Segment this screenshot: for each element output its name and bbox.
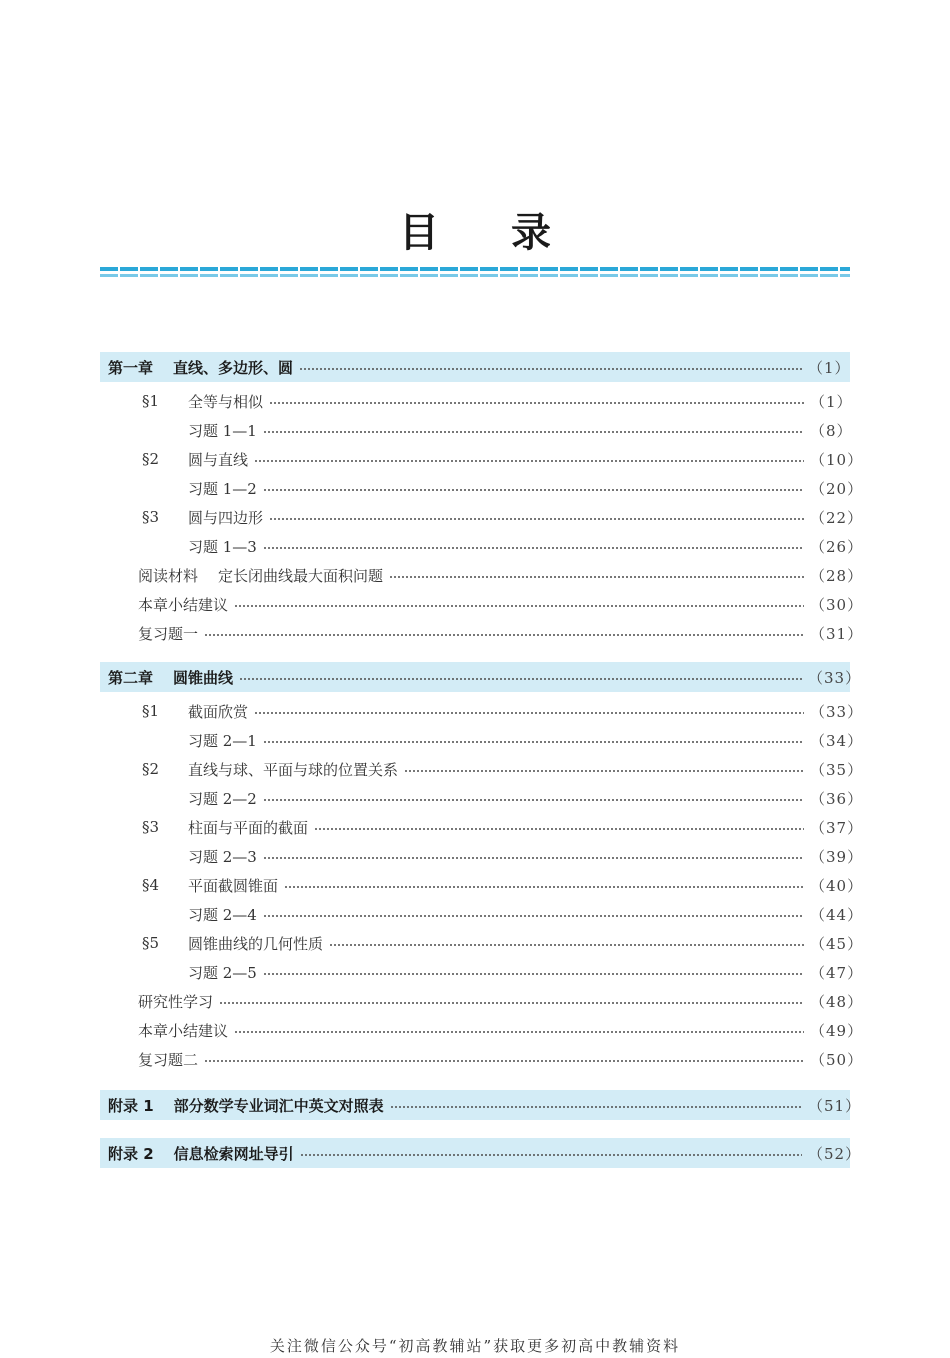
chapter-number: 第二章 [108,668,154,687]
appendix-title: 部分数学专业词汇中英文对照表 [173,1096,384,1115]
section-number: §2 [142,760,160,778]
page-number: （48） [810,992,864,1011]
section-number: §1 [142,392,160,410]
toc-exercise[interactable] [100,785,864,811]
section-title: 全等与相似 [188,392,264,411]
section-number: §3 [142,508,160,526]
page-number: （33） [808,668,862,687]
dot-leader [263,973,804,975]
misc-title: 复习题二 [138,1050,199,1069]
page-title-char: 录 [511,210,623,256]
section-label [100,701,248,722]
page-number: （28） [810,566,864,585]
page-title [0,205,950,261]
page-number: （31） [810,624,864,643]
toc-appendix-1[interactable] [100,1090,862,1120]
toc-review[interactable] [100,620,864,646]
appendix-number: 附录 1 [108,1096,154,1115]
page-number: （10） [810,450,864,469]
misc-title: 复习题一 [138,624,199,643]
toc-section[interactable] [100,930,864,956]
dot-leader [269,402,804,404]
dot-leader [329,944,804,946]
section-number: §4 [142,876,160,894]
exercise-label [100,536,257,557]
exercise-title: 习题 2—1 [188,731,257,750]
dot-leader [204,1060,804,1062]
toc-section[interactable] [100,756,864,782]
page-number: （22） [810,508,864,527]
section-title: 直线与球、平面与球的位置关系 [188,760,399,779]
section-title: 圆与四边形 [188,508,264,527]
page-number: （33） [810,702,864,721]
misc-title: 本章小结建议 [138,1021,229,1040]
misc-label [100,991,213,1012]
exercise-title: 习题 1—2 [188,479,257,498]
dot-leader [404,770,804,772]
misc-title: 本章小结建议 [138,595,229,614]
misc-title: 研究性学习 [138,992,214,1011]
toc-section[interactable] [100,814,864,840]
misc-label [100,1049,198,1070]
chapter-title: 直线、多边形、圆 [173,358,294,377]
section-title: 柱面与平面的截面 [188,818,309,837]
exercise-title: 习题 1—3 [188,537,257,556]
appendix-label [100,1095,384,1116]
page-number: （52） [808,1144,862,1163]
section-label [100,875,278,896]
dot-leader [219,1002,804,1004]
dot-leader [204,634,804,636]
toc-exercise[interactable] [100,417,853,443]
exercise-title: 习题 2—5 [188,963,257,982]
exercise-title: 习题 2—4 [188,905,257,924]
section-number: §3 [142,818,160,836]
dot-leader [239,678,802,680]
page-number: （39） [810,847,864,866]
appendix-number: 附录 2 [108,1144,154,1163]
dot-leader [263,489,804,491]
page-number: （1） [810,392,853,411]
misc-label [100,623,198,644]
appendix-title: 信息检索网址导引 [173,1144,294,1163]
dot-leader [263,431,804,433]
exercise-label [100,904,257,925]
toc-appendix-2[interactable] [100,1138,862,1168]
dot-leader [263,857,804,859]
misc-label [100,1020,228,1041]
page-number: （35） [810,760,864,779]
section-label [100,759,398,780]
dot-leader [299,368,802,370]
footer-note: 关注微信公众号“初高教辅站”获取更多初高中教辅资料 [269,1337,681,1355]
section-label [100,817,308,838]
page-number: （49） [810,1021,864,1040]
misc-label [100,594,228,615]
dot-leader [234,605,804,607]
title-rule [100,267,850,281]
exercise-label [100,478,257,499]
toc-research-study[interactable] [100,988,864,1014]
chapter-title: 圆锥曲线 [173,668,234,687]
dot-leader [254,712,804,714]
toc-review[interactable] [100,1046,864,1072]
page-number: （37） [810,818,864,837]
dot-leader [300,1154,802,1156]
page-number: （36） [810,789,864,808]
chapter-label [100,357,293,378]
chapter-number: 第一章 [108,358,154,377]
dot-leader [314,828,804,830]
exercise-title: 习题 2—2 [188,789,257,808]
toc-exercise[interactable] [100,533,864,559]
toc-chapter-2[interactable] [100,662,862,692]
section-number: §1 [142,702,160,720]
toc-section[interactable] [100,698,864,724]
toc-section[interactable] [100,504,864,530]
page-number: （1） [808,358,851,377]
exercise-title: 习题 1—1 [188,421,257,440]
page-number: （47） [810,963,864,982]
dot-leader [284,886,804,888]
page-number: （44） [810,905,864,924]
misc-label [100,565,383,586]
section-label [100,391,263,412]
exercise-label [100,788,257,809]
dot-leader [254,460,804,462]
toc-exercise[interactable] [100,843,864,869]
section-title: 截面欣赏 [188,702,249,721]
dot-leader [234,1031,804,1033]
section-title: 圆与直线 [188,450,249,469]
exercise-label [100,962,257,983]
section-label [100,449,248,470]
toc-chapter-1[interactable] [100,352,850,382]
section-label [100,507,263,528]
page-number: （26） [810,537,864,556]
toc-exercise[interactable] [100,959,864,985]
dot-leader [263,915,804,917]
toc-reading-material[interactable] [100,562,864,588]
exercise-title: 习题 2—3 [188,847,257,866]
exercise-label [100,420,257,441]
toc-section[interactable] [100,388,853,414]
section-number: §2 [142,450,160,468]
toc-exercise[interactable] [100,901,864,927]
dot-leader [263,799,804,801]
page-number: （51） [808,1096,862,1115]
dot-leader [263,547,804,549]
section-title: 平面截圆锥面 [188,876,279,895]
chapter-label [100,667,233,688]
misc-title: 阅读材料 [138,566,199,585]
appendix-label [100,1143,294,1164]
toc-section[interactable] [100,872,864,898]
toc-summary[interactable] [100,1017,864,1043]
section-title: 圆锥曲线的几何性质 [188,934,324,953]
page-number: （20） [810,479,864,498]
page-number: （30） [810,595,864,614]
page-number: （34） [810,731,864,750]
page-number: （8） [810,421,853,440]
section-label [100,933,323,954]
toc-summary[interactable] [100,591,864,617]
section-number: §5 [142,934,160,952]
exercise-label [100,730,257,751]
exercise-label [100,846,257,867]
toc-exercise[interactable] [100,475,864,501]
misc-subtitle: 定长闭曲线最大面积问题 [218,566,384,585]
dot-leader [269,518,804,520]
toc-exercise[interactable] [100,727,864,753]
dot-leader [390,1106,802,1108]
dot-leader [263,741,804,743]
title-rule-top [100,267,850,271]
page-title-char: 目 [399,210,511,256]
page-number: （50） [810,1050,864,1069]
page-number: （45） [810,934,864,953]
dot-leader [389,576,804,578]
page-number: （40） [810,876,864,895]
title-rule-bottom [100,274,850,277]
toc-section[interactable] [100,446,864,472]
